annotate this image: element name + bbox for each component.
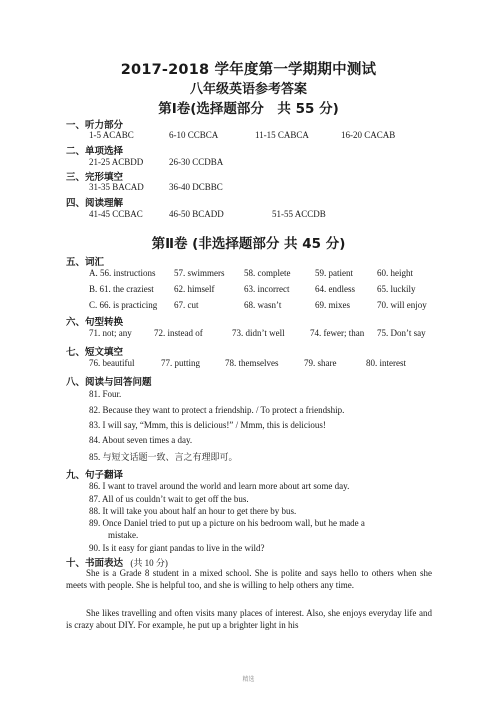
answer-group: 36-40 DCBBC [169,182,223,192]
vocab-answer: 70. will enjoy [377,300,427,310]
translation-answer: 88. It will take you about half an hour to get there by bus. [89,506,297,516]
qa-answer: 85. 与短文话题一致、言之有理即可。 [89,452,238,462]
qa-answer: 81. Four. [89,389,122,399]
translation-answer: 86. I want to travel around the world and learn more about art some day. [89,481,350,491]
page-title: 2017-2018 学年度第一学期期中测试 [120,62,377,78]
answer-group: 46-50 BCADD [169,209,224,219]
section-writing-label: 十、书面表达 [66,558,124,569]
translation-answer-continued: mistake. [108,530,139,540]
vocab-answer: B. 61. the craziest [89,284,154,294]
translation-answer: 87. All of us couldn’t wait to get off the bus. [89,494,249,504]
fill-answer: 80. interest [366,358,406,368]
transform-answer: 74. fewer; than [310,328,365,338]
qa-answer: 83. I will say, “Mmm, this is delicious!” / Mmm, this is delicious! [89,420,326,430]
section-fill-heading: 七、短文填空 [66,347,124,358]
answer-group: 41-45 CCBAC [89,209,143,219]
vocab-answer: 62. himself [174,284,215,294]
page-footer: 精选 [242,676,255,683]
answer-group: 6-10 CCBCA [169,130,219,140]
essay-paragraph-1: She is a Grade 8 student in a mixed school. She is polite and says hello to others when she meets with people. She is helpful too, and she is willing to help others any time. [66,568,432,590]
qa-answer: 84. About seven times a day. [89,435,193,445]
section-qa-heading: 八、阅读与回答问题 [66,377,152,388]
fill-answer: 76. beautiful [89,358,135,368]
section-single-choice-heading: 二、单项选择 [66,146,124,157]
transform-answer: 72. instead of [154,328,203,338]
vocab-answer: 57. swimmers [174,268,225,278]
section-transform-heading: 六、句型转换 [66,317,124,328]
section-cloze-heading: 三、完形填空 [66,172,124,183]
answer-group: 1-5 ACABC [89,130,134,140]
transform-answer: 73. didn’t well [232,328,285,338]
section-vocabulary-heading: 五、词汇 [66,257,105,268]
section-reading-heading: 四、阅读理解 [66,198,124,209]
answer-group: 31-35 BACAD [89,182,144,192]
vocab-answer: 63. incorrect [244,284,290,294]
fill-answer: 79. share [304,358,337,368]
answer-group: 51-55 ACCDB [272,209,326,219]
section-translation-heading: 九、句子翻译 [66,470,124,481]
fill-answer: 78. themselves [225,358,279,368]
part-two-heading: 第Ⅱ卷 (非选择题部分 共 45 分) [151,236,346,252]
page-subtitle: 八年级英语参考答案 [189,82,307,97]
transform-answer: 75. Don’t say [377,328,426,338]
section-listening-heading: 一、听力部分 [66,120,124,131]
vocab-answer: A. 56. instructions [89,268,156,278]
answer-group: 26-30 CCDBA [169,157,224,167]
vocab-answer: 68. wasn’t [244,300,282,310]
transform-answer: 71. not; any [89,328,132,338]
section-writing-heading [66,555,168,569]
vocab-answer: 64. endless [315,284,355,294]
vocab-answer: 58. complete [244,268,291,278]
vocab-answer: C. 66. is practicing [89,300,158,310]
answer-group: 21-25 ACBDD [89,157,144,167]
answer-group: 11-15 CABCA [255,130,309,140]
translation-answer: 89. Once Daniel tried to put up a picture on his bedroom wall, but he made a [89,518,365,528]
fill-answer: 77. putting [161,358,201,368]
translation-answer: 90. Is it easy for giant pandas to live in the wild? [89,543,265,553]
essay-paragraph-2: She likes travelling and often visits many places of interest. Also, she enjoys everyday life and is crazy about DIY. For example, he put up a brighter light in his [66,608,432,630]
vocab-answer: 60. height [377,268,413,278]
vocab-answer: 67. cut [174,300,199,310]
vocab-answer: 65. luckily [377,284,416,294]
part-one-heading: 第Ⅰ卷(选择题部分 共 55 分) [158,101,339,117]
section-writing-score: (共 10 分) [130,558,168,568]
vocab-answer: 69. mixes [315,300,350,310]
qa-answer: 82. Because they want to protect a friendship. / To protect a friendship. [89,405,345,415]
vocab-answer: 59. patient [315,268,353,278]
answer-group: 16-20 CACAB [341,130,396,140]
